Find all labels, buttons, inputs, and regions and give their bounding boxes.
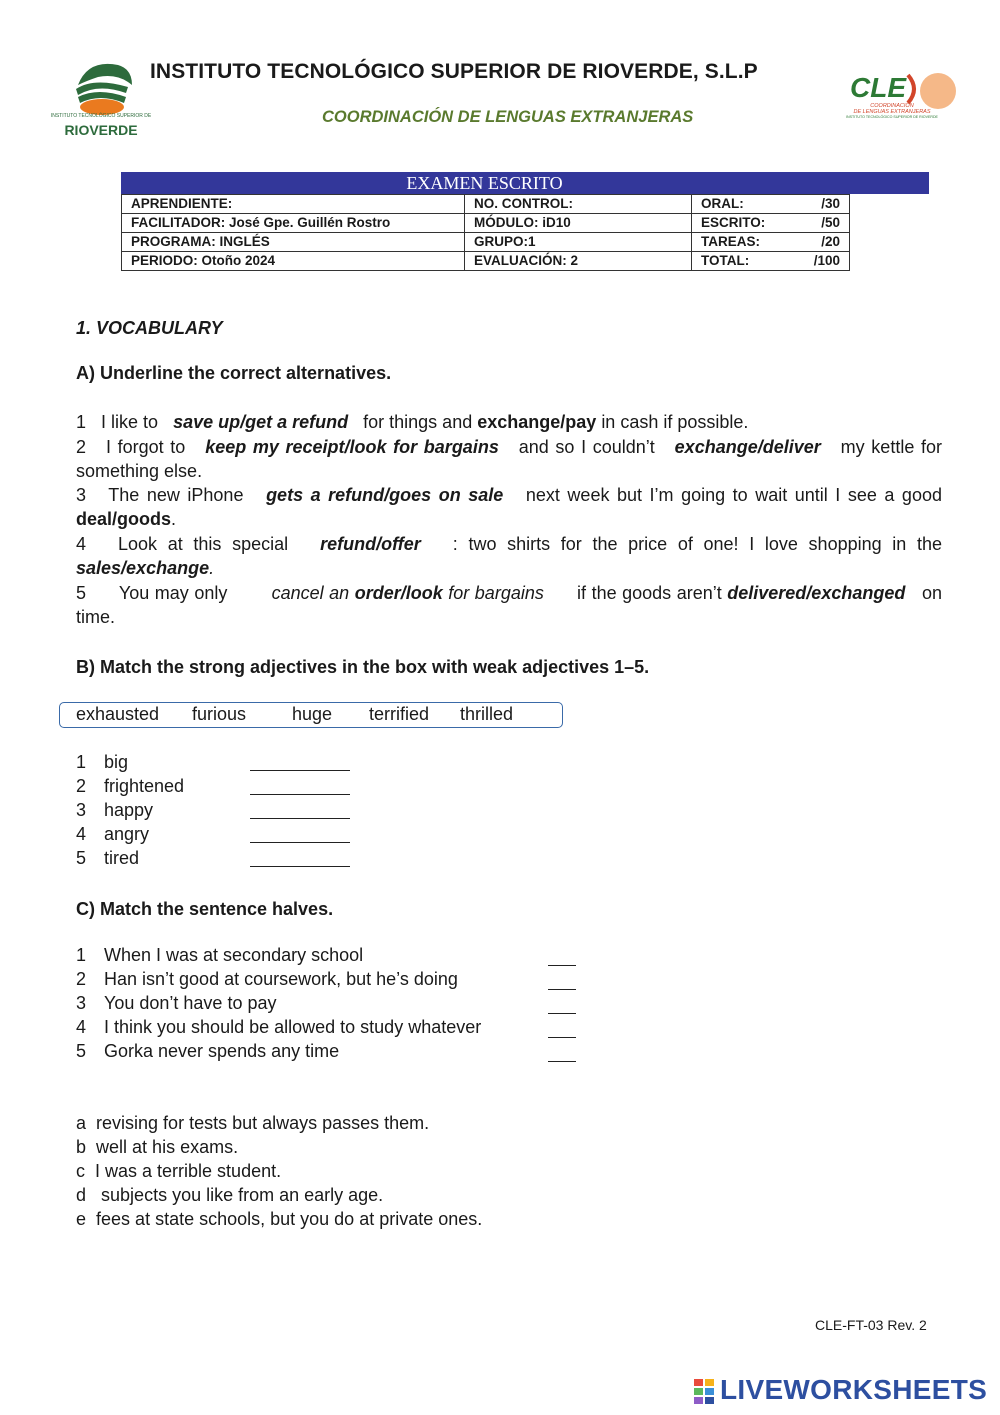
ending-item: b well at his exams. <box>76 1137 239 1157</box>
institution-title: INSTITUTO TECNOLÓGICO SUPERIOR DE RIOVERDE, S.L.P <box>150 60 758 83</box>
option-pair[interactable]: refund/offer <box>320 534 421 554</box>
option-pair[interactable]: exchange/deliver <box>674 437 821 457</box>
option-pair[interactable]: exchange/pay <box>477 412 597 432</box>
facilitator-cell: FACILITADOR: José Gpe. Guillén Rostro <box>122 214 465 233</box>
list-item: 1 big <box>76 752 129 772</box>
box-word: terrified <box>369 704 430 724</box>
table-row <box>122 214 850 233</box>
liveworksheets-icon <box>694 1377 716 1407</box>
table-row <box>122 233 850 252</box>
answer-line[interactable] <box>548 1061 576 1062</box>
answer-line[interactable] <box>250 770 350 771</box>
answer-line[interactable] <box>548 989 576 990</box>
box-word: exhausted <box>76 704 160 724</box>
ending-item: e fees at state schools, but you do at private ones. <box>76 1209 483 1229</box>
option-pair[interactable]: sales/exchange <box>76 558 210 579</box>
control-number-cell: NO. CONTROL: <box>465 195 692 214</box>
total-score-cell: TOTAL: /100 <box>692 252 850 271</box>
document-code: CLE-FT-03 Rev. 2 <box>815 1317 927 1333</box>
written-score-cell: ESCRITO: /50 <box>692 214 850 233</box>
list-item: 3 happy <box>76 800 154 820</box>
ending-item: c I was a terrible student. <box>76 1161 282 1181</box>
adjective-box <box>59 702 563 728</box>
svg-text:CLE: CLE <box>850 72 906 103</box>
institute-logo <box>50 55 152 141</box>
learner-cell: APRENDIENTE: <box>122 195 465 214</box>
list-item: 5 Gorka never spends any time <box>76 1041 340 1061</box>
exam-info-table <box>121 194 850 271</box>
coordination-subtitle: COORDINACIÓN DE LENGUAS EXTRANJERAS <box>322 108 694 126</box>
list-item: 2 Han isn’t good at coursework, but he’s doing <box>76 969 458 989</box>
group-cell: GRUPO:1 <box>465 233 692 252</box>
option-pair[interactable]: gets a refund/goes on sale <box>266 485 504 505</box>
option-pair[interactable]: deal/goods <box>76 509 172 530</box>
list-item: 4 I think you should be allowed to study whatever <box>76 1017 482 1037</box>
answer-line[interactable] <box>250 818 350 819</box>
answer-line[interactable] <box>250 866 350 867</box>
section-title-vocabulary: 1. VOCABULARY <box>76 318 223 338</box>
svg-text:COORDINACIÓN: COORDINACIÓN <box>870 103 914 109</box>
svg-text:INSTITUTO TECNOLÓGICO SUPERIOR: INSTITUTO TECNOLÓGICO SUPERIOR DE <box>50 113 152 119</box>
oral-score-cell: ORAL: /30 <box>692 195 850 214</box>
option-pair[interactable]: keep my receipt/look for bargains <box>205 437 499 457</box>
svg-text:DE LENGUAS EXTRANJERAS: DE LENGUAS EXTRANJERAS <box>853 109 931 115</box>
table-row <box>122 252 850 271</box>
part-b-instructions: B) Match the strong adjectives in the box with weak adjectives 1–5. <box>76 657 650 677</box>
period-cell: PERIODO: Otoño 2024 <box>122 252 465 271</box>
list-item: 2 frightened <box>76 776 185 796</box>
option-pair[interactable]: delivered/exchanged <box>727 583 906 603</box>
ending-item: a revising for tests but always passes them. <box>76 1113 430 1133</box>
answer-line[interactable] <box>548 965 576 966</box>
answer-line[interactable] <box>548 1013 576 1014</box>
list-item: 4 angry <box>76 824 150 844</box>
program-cell: PROGRAMA: INGLÉS <box>122 233 465 252</box>
option-pair[interactable]: save up/get a refund <box>173 412 349 432</box>
svg-text:INSTITUTO TECNOLÓGICO SUPERIOR: INSTITUTO TECNOLÓGICO SUPERIOR DE RIOVERDE <box>846 115 938 119</box>
exam-title: EXAMEN ESCRITO <box>406 173 563 193</box>
module-cell: MÓDULO: iD10 <box>465 214 692 233</box>
list-item: 5 tired <box>76 848 140 868</box>
cle-logo <box>846 65 958 131</box>
svg-text:RIOVERDE: RIOVERDE <box>64 122 138 138</box>
part-a-instructions: A) Underline the correct alternatives. <box>76 363 392 383</box>
box-word: thrilled <box>460 704 514 724</box>
evaluation-cell: EVALUACIÓN: 2 <box>465 252 692 271</box>
part-a-item-5: 5 You may only cancel an order/look for bargains if the goods aren’t delivered/exchanged on time. <box>76 583 942 628</box>
answer-line[interactable] <box>250 842 350 843</box>
answer-line[interactable] <box>548 1037 576 1038</box>
part-a-item-4: 4 Look at this special refund/offer : two shirts for the price of one! I love shopping in the sales/exchange. <box>76 534 942 579</box>
liveworksheets-wordmark: LIVEWORKSHEETS <box>720 1374 988 1405</box>
part-c-instructions: C) Match the sentence halves. <box>76 899 334 919</box>
part-a-item-3: 3 The new iPhone gets a refund/goes on sale next week but I’m going to wait until I see a good deal/goods. <box>76 485 942 530</box>
exam-title-band <box>121 172 929 194</box>
list-item: 1 When I was at secondary school <box>76 945 364 965</box>
part-a-item-2: 2 I forgot to keep my receipt/look for bargains and so I couldn’t exchange/deliver my kettle for something else. <box>76 437 942 482</box>
homework-score-cell: TAREAS: /20 <box>692 233 850 252</box>
option-pair[interactable]: order/look <box>354 583 443 603</box>
box-word: huge <box>292 704 333 724</box>
list-item: 3 You don’t have to pay <box>76 993 277 1013</box>
ending-item: d subjects you like from an early age. <box>76 1185 384 1205</box>
part-a-item-1: 1 I like to save up/get a refund for things and exchange/pay in cash if possible. <box>76 412 749 432</box>
table-row <box>122 195 850 214</box>
box-word: furious <box>192 704 247 724</box>
answer-line[interactable] <box>250 794 350 795</box>
